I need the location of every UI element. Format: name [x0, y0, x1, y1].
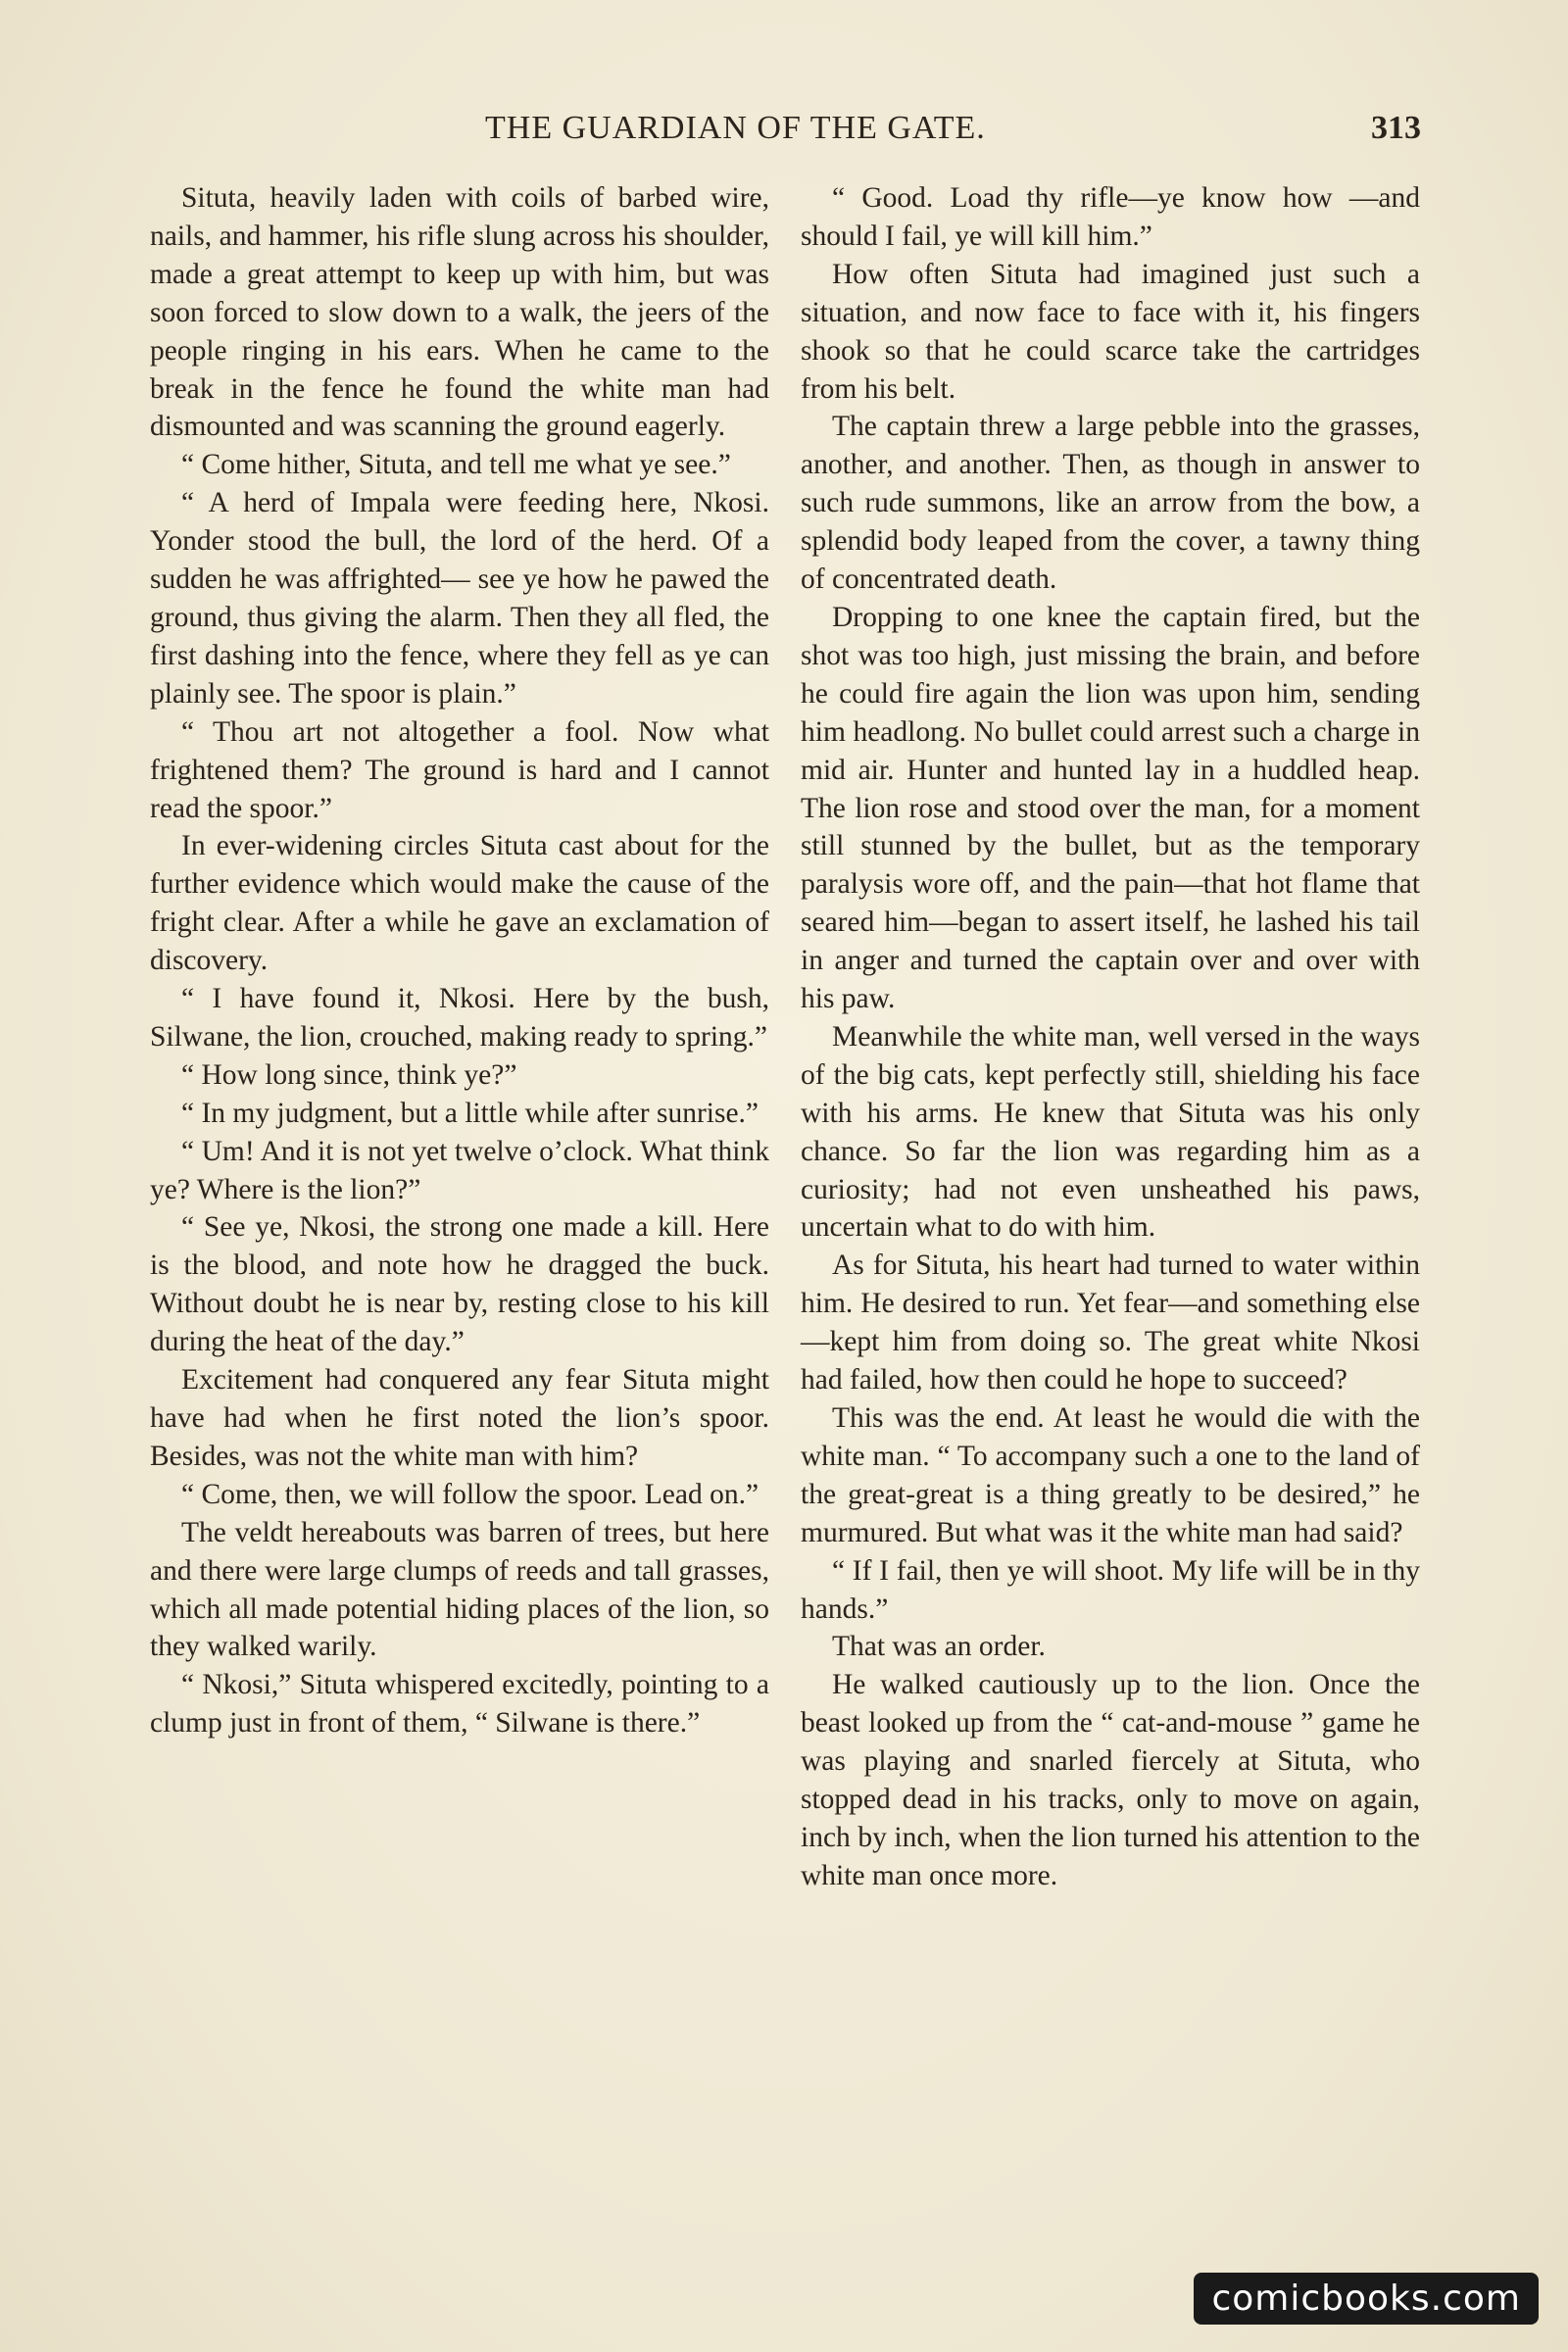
paragraph: “ Thou art not altogether a fool. Now what frightened them? The ground is hard and I cannot read the spoor.”: [150, 715, 769, 824]
paragraph: “ In my judgment, but a little while after sunrise.”: [181, 1097, 760, 1129]
paragraph: “ How long since, think ye?”: [181, 1058, 517, 1091]
paragraph: “ See ye, Nkosi, the strong one made a kill. Here is the blood, and note how he dragged the buck. Without doubt he is near by, resting close to his kill during the heat of the day.”: [150, 1211, 769, 1358]
paragraph: “ Come hither, Situta, and tell me what ye see.”: [181, 449, 731, 481]
running-title: THE GUARDIAN OF THE GATE.: [485, 110, 986, 146]
paragraph: That was an order.: [832, 1631, 1046, 1663]
paragraph: The captain threw a large pebble into the grasses, another, and another. Then, as though in answer to such rude summons, like an arrow from the bow, a splendid body leaped from the cover, a tawny thing of concentrated death.: [801, 411, 1420, 596]
paragraph: “ Um! And it is not yet twelve o’clock. What think ye? Where is the lion?”: [150, 1135, 769, 1205]
paragraph: The veldt hereabouts was barren of trees, but here and there were large clumps of reeds and tall grasses, which all made potential hiding places of the lion, so they walked warily.: [150, 1516, 769, 1663]
right-column: [801, 179, 1420, 1895]
paragraph: He walked cautiously up to the lion. Once the beast looked up from the “ cat-and-mouse ” game he was playing and snarled fiercely at Situta, who stopped dead in his tracks, only to move on again, inch by inch, when the lion turned his attention to the white man once more.: [801, 1669, 1420, 1891]
paragraph: Excitement had conquered any fear Situta might have had when he first noted the lion’s spoor. Besides, was not the white man with him?: [150, 1364, 769, 1472]
paragraph: This was the end. At least he would die with the white man. “ To accompany such a one to the land of the great-great is a thing greatly to be desired,” he murmured. But what was it the white man had said?: [801, 1402, 1420, 1548]
paragraph: As for Situta, his heart had turned to water within him. He desired to run. Yet fear—and something else—kept him from doing so. The great white Nkosi had failed, how then could he hope to succeed?: [801, 1250, 1420, 1396]
left-column: [150, 179, 769, 1742]
paragraph: Meanwhile the white man, well versed in the ways of the big cats, kept perfectly still, shielding his face with his arms. He knew that Situta was his only chance. So far the lion was regarding him as a curiosity; had not even unsheathed his paws, uncertain what to do with him.: [801, 1020, 1420, 1244]
page-number: 313: [1371, 110, 1421, 146]
paragraph: In ever-widening circles Situta cast about for the further evidence which would make the cause of the fright clear. After a while he gave an exclamation of discovery.: [150, 830, 769, 977]
paragraph: “ I have found it, Nkosi. Here by the bush, Silwane, the lion, crouched, making ready to spring.”: [150, 983, 769, 1053]
paragraph: Dropping to one knee the captain fired, but the shot was too high, just missing the brain, and before he could fire again the lion was upon him, sending him headlong. No bullet could arrest such a charge in mid air. Hunter and hunted lay in a huddled heap. The lion rose and stood over the man, for a moment still stunned by the bullet, but as the temporary paralysis wore off, and the pain—that hot flame that seared him—began to assert itself, he lashed his tail in anger and turned the captain over and over with his paw.: [801, 601, 1420, 1015]
paragraph: How often Situta had imagined just such a situation, and now face to face with it, his fingers shook so that he could scarce take the cartridges from his belt.: [801, 258, 1420, 405]
paragraph: Situta, heavily laden with coils of barbed wire, nails, and hammer, his rifle slung across his shoulder, made a great attempt to keep up with him, but was soon forced to slow down to a walk, the jeers of the people ringing in his ears. When he came to the break in the fence he found the white man had dismounted and was scanning the ground eagerly.: [150, 182, 769, 443]
paragraph: “ Good. Load thy rifle—ye know how —and should I fail, ye will kill him.”: [801, 182, 1420, 252]
page-header: [147, 110, 1421, 159]
paragraph: “ Nkosi,” Situta whispered excitedly, pointing to a clump just in front of them, “ Silwane is there.”: [150, 1669, 769, 1740]
paragraph: “ A herd of Impala were feeding here, Nkosi. Yonder stood the bull, the lord of the herd. Of a sudden he was affrighted— see ye how he pawed the ground, thus giving the alarm. Then they all fled, the first dashing into the fence, where they fell as ye can plainly see. The spoor is plain.”: [150, 487, 769, 710]
watermark-logo: comicbooks.com: [1194, 2273, 1539, 2325]
paragraph: “ If I fail, then ye will shoot. My life will be in thy hands.”: [801, 1554, 1420, 1625]
paragraph: “ Come, then, we will follow the spoor. Lead on.”: [181, 1478, 760, 1510]
